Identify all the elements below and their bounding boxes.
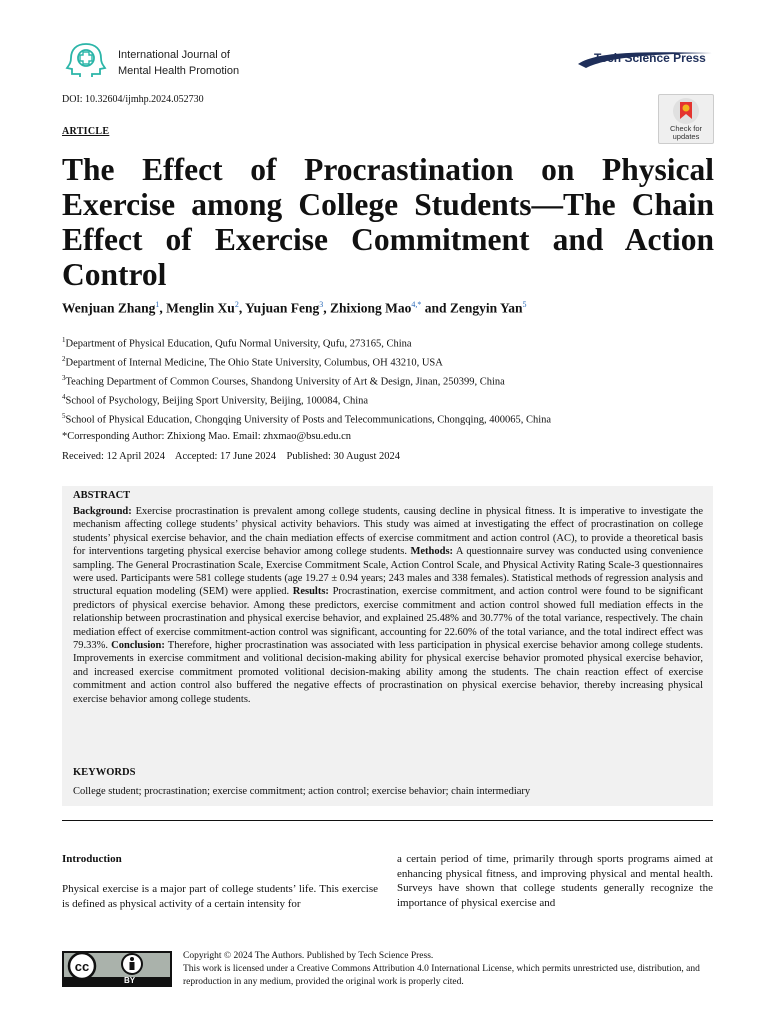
affiliation-number: 4	[62, 393, 66, 401]
abstract-conclusion: Therefore, higher procrastination was associated with less participation in physical exercise behavior among college students. Improvements in exercise commitment and volitional decision-making ability for physical exercise behavior promoted physical exercise behavior, and increased exercise commitment promoted volitional decision-making ability among the students. The chain reaction effect of exercise commitment and action control also buffered the negative effects of procrastination on physical exercise behavior, thereby increasing physical exercise behavior among college students.	[73, 640, 703, 705]
publication-dates: Received: 12 April 2024 Accepted: 17 June 2024 Published: 30 August 2024	[62, 451, 401, 462]
affiliation-text: School of Psychology, Beijing Sport University, Beijing, 100084, China	[65, 395, 369, 407]
introduction-left-column: Physical exercise is a major part of college students’ life. This exercise is defined as physical activity of a certain intensity for	[62, 883, 378, 910]
paper-title: The Effect of Procrastination on Physical Exercise among College Students—The Chain Effect of Exercise Commitment and Action Control	[62, 152, 714, 292]
abstract-conclusion-label: Conclusion:	[111, 640, 165, 652]
publisher-name: Tech Science Press	[594, 51, 706, 65]
affiliation-number: 1	[62, 336, 66, 344]
affiliation	[62, 374, 505, 388]
license-text: This work is licensed under a Creative Commons Attribution 4.0 International License, which permits unrestricted use, distribution, and reproduction in any medium, provided the original work is properly cited.	[183, 964, 700, 987]
affiliation	[62, 336, 412, 350]
cc-by-badge: BY	[124, 976, 136, 985]
abstract-results-label: Results:	[292, 586, 329, 598]
corresponding-author: *Corresponding Author: Zhixiong Mao. Email: zhxmao@bsu.edu.cn	[62, 431, 352, 442]
keywords-list: College student; procrastination; exercise commitment; action control; exercise behavior; chain intermediary	[73, 786, 531, 797]
affiliation-number: 3	[62, 374, 66, 382]
abstract-methods-label: Methods:	[410, 546, 454, 558]
affiliation-text: Department of Physical Education, Qufu Normal University, Qufu, 273165, China	[65, 338, 412, 350]
check-updates-line2: updates	[672, 132, 700, 141]
author-name[interactable]: Zengyin Yan	[449, 300, 523, 316]
introduction-heading: Introduction	[62, 853, 122, 865]
check-updates-line1: Check for	[669, 124, 703, 133]
article-type: ARTICLE	[62, 126, 110, 137]
author-name[interactable]: Wenjuan Zhang	[62, 300, 156, 316]
journal-logo	[62, 41, 110, 79]
affiliation-number: 2	[62, 355, 66, 363]
abstract-heading: ABSTRACT	[73, 490, 131, 501]
author-separator: ,	[159, 300, 167, 316]
author-affiliation-ref[interactable]: 4,*	[411, 300, 422, 309]
author-affiliation-ref[interactable]: 2	[234, 300, 239, 309]
journal-name-line2: Mental Health Promotion	[118, 65, 240, 77]
author-separator: ,	[238, 300, 246, 316]
author-separator: ,	[323, 300, 330, 316]
journal-name	[118, 47, 239, 79]
abstract-results: Procrastination, exercise commitment, and action control were found to be significant predictors of physical exercise behavior. Among these predictors, exercise commitment and action control showed full mediation effects in the relationship between procrastination and physical exercise behavior, and explained 25.48% and 30.77% of the total variance, respectively. The chain mediation effect of exercise commitment-action control was significant, accounting for 22.60% of the total variance, and the total indirect effect was 79.33%.	[73, 586, 704, 652]
author-name[interactable]: Menglin Xu	[166, 300, 235, 316]
introduction-right-column: a certain period of time, primarily through sports programs aimed at enhancing physical fitness, and improving physical and mental health. Surveys have shown that college students generally recognize the importance of physical exercise and	[397, 853, 713, 909]
abstract-methods: A questionnaire survey was conducted using convenience sampling. The General Procrastination Scale, Exercise Commitment Scale, Action Control Scale, and Physical Activity Rating Scale-3 questionnaires were used. Participants were 581 college students (age 19.27 ± 0.94 years; 243 males and 338 females). Statistical methods of regression analysis and structural equation modeling (SEM) were applied.	[73, 546, 703, 598]
author-name[interactable]: Zhixiong Mao	[329, 300, 412, 316]
affiliation-text: Teaching Department of Common Courses, Shandong University of Art & Design, Jinan, 250399, China	[65, 376, 505, 388]
author-affiliation-ref[interactable]: 1	[155, 300, 160, 309]
author-affiliation-ref[interactable]: 5	[522, 300, 527, 309]
abstract-background-label: Background:	[73, 506, 132, 517]
svg-text:cc: cc	[74, 959, 90, 974]
affiliation	[62, 412, 551, 426]
abstract-background: Exercise procrastination is prevalent among college students, causing decline in physical fitness. It is imperative to investigate the mechanism affecting college students’ physical activity behaviors. This study was aimed at investigating the effect of procrastination on college students’ physical exercise behavior, and the chain mediation effects of exercise commitment and action control (AC), to provide a theoretical basis for interventions targeting physical exercise behavior among college students.	[73, 506, 703, 558]
section-divider	[62, 820, 713, 821]
affiliation	[62, 393, 368, 407]
abstract-body	[73, 505, 703, 706]
author-separator: and	[421, 300, 450, 316]
keywords-heading: KEYWORDS	[73, 767, 136, 778]
doi[interactable]: DOI: 10.32604/ijmhp.2024.052730	[62, 94, 204, 105]
author-name[interactable]: Yujuan Feng	[245, 300, 320, 316]
bookmark-icon	[671, 96, 701, 126]
copyright-line: Copyright © 2024 The Authors. Published by Tech Science Press.	[183, 951, 434, 961]
copyright-notice	[183, 950, 713, 989]
journal-name-line1: International Journal of	[118, 49, 230, 61]
affiliation-number: 5	[62, 412, 66, 420]
author-list	[62, 300, 527, 317]
affiliation-text: School of Physical Education, Chongqing University of Posts and Telecommunications, Chongqing, 400065, China	[65, 414, 552, 426]
affiliation-text: Department of Internal Medicine, The Ohio State University, Columbus, OH 43210, USA	[65, 357, 443, 369]
check-for-updates-button[interactable]	[658, 94, 714, 144]
affiliation	[62, 355, 443, 369]
cc-by-license-icon[interactable]	[62, 951, 172, 987]
author-affiliation-ref[interactable]: 3	[319, 300, 324, 309]
